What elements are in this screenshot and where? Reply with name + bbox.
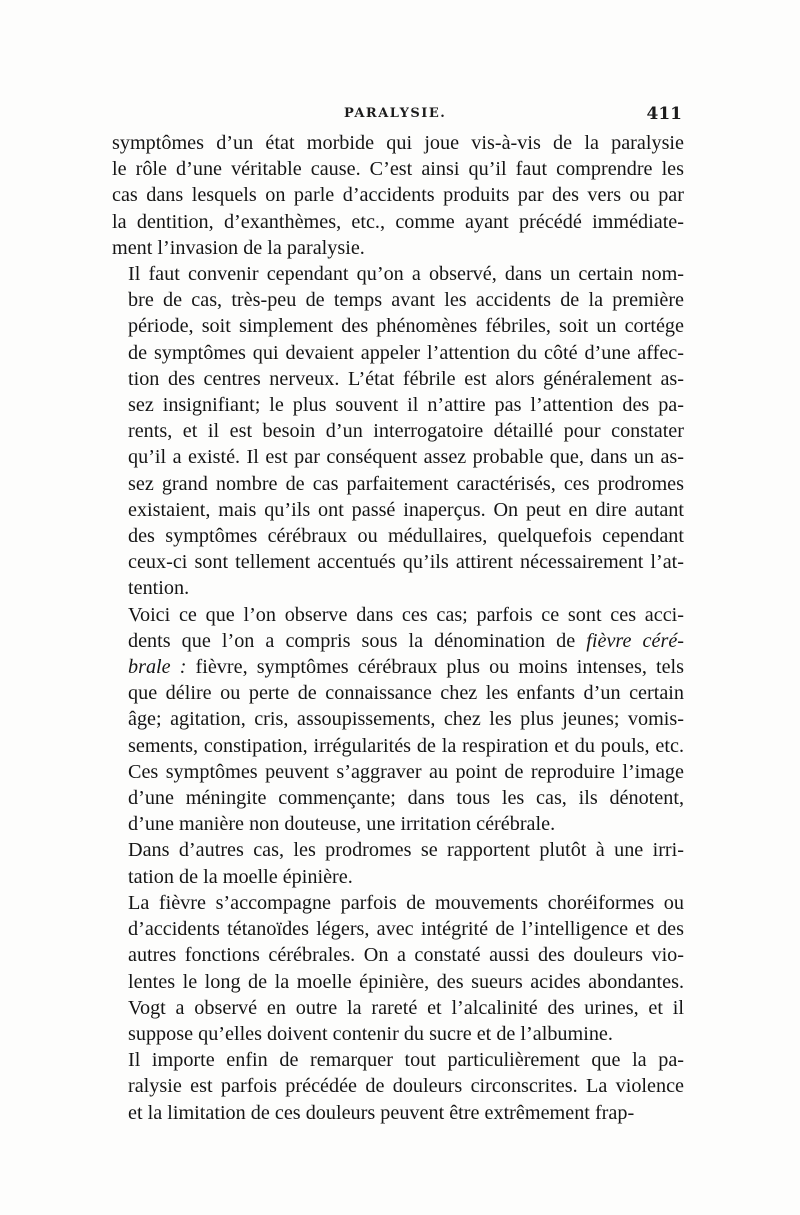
text-line: le rôle d’une véritable cause. C’est ainsi qu’il faut comprendre les <box>112 158 684 181</box>
text-line: la dentition, d’exanthèmes, etc., comme ayant précédé immédiate- <box>112 210 684 233</box>
text-line: existaient, mais qu’ils ont passé inaperçus. On peut en dire autant <box>128 498 684 521</box>
text-line: Ces symptômes peuvent s’aggraver au point de reproduire l’image <box>128 760 684 783</box>
text-line: tion des centres nerveux. L’état fébrile est alors généralement as- <box>128 367 684 390</box>
paragraph <box>112 130 684 261</box>
text-line: Vogt a observé en outre la rareté et l’alcalinité des urines, et il <box>128 996 684 1019</box>
text-line: d’une méningite commençante; dans tous les cas, ils dénotent, <box>128 787 684 810</box>
text-line: qu’il a existé. Il est par conséquent assez probable que, dans un as- <box>128 446 684 469</box>
text-line: période, soit simplement des phénomènes fébriles, soit un cortége <box>128 315 684 338</box>
text-line: âge; agitation, cris, assoupissements, chez les plus jeunes; vomis- <box>128 708 684 731</box>
text-line: Dans d’autres cas, les prodromes se rapportent plutôt à une irri- <box>128 839 684 862</box>
text-line: sements, constipation, irrégularités de la respiration et du pouls, etc. <box>128 734 684 757</box>
paragraph <box>112 837 684 889</box>
text-line: des symptômes cérébraux ou médullaires, quelquefois cependant <box>128 525 684 548</box>
text-line: cas dans lesquels on parle d’accidents produits par des vers ou par <box>112 184 684 207</box>
text-line: symptômes d’un état morbide qui joue vis-à-vis de la paralysie <box>112 132 684 154</box>
text-line: d’accidents tétanoïdes légers, avec intégrité de l’intelligence et des <box>128 918 684 941</box>
text-line: d’une manière non douteuse, une irritation cérébrale. <box>128 813 556 836</box>
text-line: Voici ce que l’on observe dans ces cas; parfois ce sont ces acci- <box>128 603 684 626</box>
text-line: que délire ou perte de connaissance chez les enfants d’un certain <box>128 682 684 705</box>
text-line: bre de cas, très-peu de temps avant les accidents de la première <box>128 289 684 312</box>
text-line: de symptômes qui devaient appeler l’attention du côté d’une affec- <box>128 341 684 364</box>
text-line: et la limitation de ces douleurs peuvent être extrêmement frap- <box>128 1101 635 1124</box>
paragraph <box>112 1047 684 1126</box>
paragraph <box>112 261 684 602</box>
text-line: Il faut convenir cependant qu’on a observé, dans un certain nom- <box>128 263 684 286</box>
page-number: 411 <box>646 104 682 124</box>
text-line: autres fonctions cérébrales. On a constaté aussi des douleurs vio- <box>128 944 684 967</box>
running-title: PARALYSIE. <box>344 106 447 121</box>
paragraph <box>112 602 684 838</box>
text-line: sez grand nombre de cas parfaitement caractérisés, ces prodromes <box>128 472 684 495</box>
body-text <box>112 130 684 1126</box>
page-header <box>112 106 682 128</box>
text-line: rents, et il est besoin d’un interrogatoire détaillé pour constater <box>128 420 684 443</box>
text-line: tention. <box>128 577 190 600</box>
text-line: lentes le long de la moelle épinière, des sueurs acides abondantes. <box>128 970 684 993</box>
text-line: sez insignifiant; le plus souvent il n’attire pas l’attention des pa- <box>128 394 684 417</box>
text-line: tation de la moelle épinière. <box>128 865 353 888</box>
text-line: brale : fièvre, symptômes cérébraux plus ou moins intenses, tels <box>128 656 684 679</box>
text-line: ment l’invasion de la paralysie. <box>112 236 365 259</box>
text-line: dents que l’on a compris sous la dénomination de fièvre céré- <box>128 629 684 652</box>
text-line: ceux-ci sont tellement accentués qu’ils attirent nécessairement l’at- <box>128 551 684 574</box>
paragraph <box>112 890 684 1047</box>
text-line: La fièvre s’accompagne parfois de mouvements choréiformes ou <box>128 891 684 914</box>
text-line: suppose qu’elles doivent contenir du sucre et de l’albumine. <box>128 1022 613 1045</box>
text-line: ralysie est parfois précédée de douleurs circonscrites. La violence <box>128 1075 684 1098</box>
text-line: Il importe enfin de remarquer tout particulièrement que la pa- <box>128 1049 684 1072</box>
